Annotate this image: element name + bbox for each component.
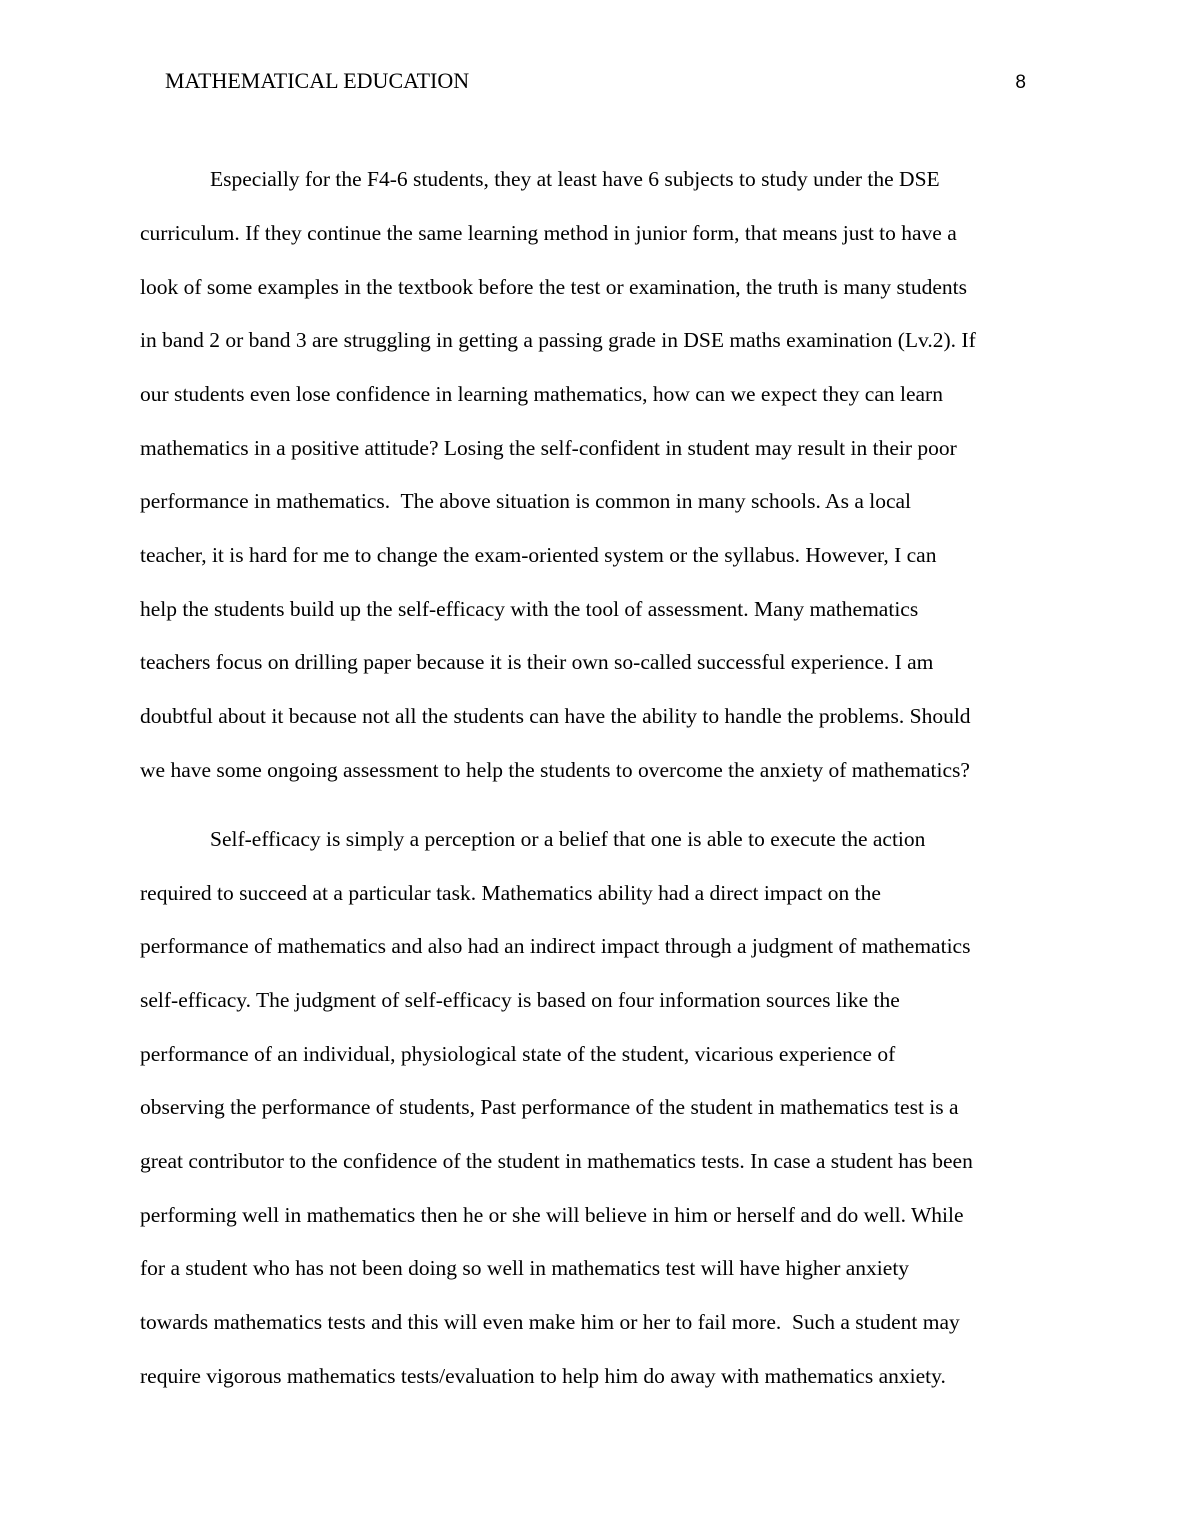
paragraph-line: great contributor to the confidence of the student in mathematics tests. In case a student has been bbox=[140, 1149, 973, 1173]
paragraph-line: Especially for the F4-6 students, they at least have 6 subjects to study under the DSE bbox=[210, 167, 940, 191]
paragraph-line: self-efficacy. The judgment of self-efficacy is based on four information sources like the bbox=[140, 988, 900, 1012]
paragraph-line: look of some examples in the textbook before the test or examination, the truth is many students bbox=[140, 275, 967, 299]
paragraph-line: teachers focus on drilling paper because it is their own so-called successful experience. I am bbox=[140, 650, 934, 674]
paragraph-line: for a student who has not been doing so well in mathematics test will have higher anxiety bbox=[140, 1256, 910, 1280]
paragraph-line: we have some ongoing assessment to help the students to overcome the anxiety of mathematics? bbox=[140, 758, 970, 782]
page-number: 8 bbox=[1015, 72, 1026, 93]
paragraph-line: performing well in mathematics then he or she will believe in him or herself and do well. While bbox=[140, 1203, 964, 1227]
paragraph-line: teacher, it is hard for me to change the exam-oriented system or the syllabus. However, I can bbox=[140, 543, 937, 567]
paragraph-line: our students even lose confidence in learning mathematics, how can we expect they can learn bbox=[140, 382, 943, 406]
paragraph-line: doubtful about it because not all the students can have the ability to handle the problems. Should bbox=[140, 704, 971, 728]
paragraph-line: require vigorous mathematics tests/evaluation to help him do away with mathematics anxiety. bbox=[140, 1364, 946, 1388]
running-head: MATHEMATICAL EDUCATION bbox=[165, 68, 470, 93]
paragraph-line: mathematics in a positive attitude? Losing the self-confident in student may result in their poor bbox=[140, 436, 957, 460]
paragraph-line: performance in mathematics. The above situation is common in many schools. As a local bbox=[140, 489, 912, 513]
paragraph-line: performance of an individual, physiological state of the student, vicarious experience of bbox=[140, 1042, 896, 1066]
paragraph-line: observing the performance of students, Past performance of the student in mathematics test is a bbox=[140, 1095, 959, 1119]
paragraph-line: towards mathematics tests and this will even make him or her to fail more. Such a student may bbox=[140, 1310, 960, 1334]
paragraph-line: curriculum. If they continue the same learning method in junior form, that means just to have a bbox=[140, 221, 957, 245]
paragraph-line: Self-efficacy is simply a perception or a belief that one is able to execute the action bbox=[210, 827, 926, 851]
paragraph-line: required to succeed at a particular task. Mathematics ability had a direct impact on the bbox=[140, 881, 881, 905]
paragraph-line: in band 2 or band 3 are struggling in getting a passing grade in DSE maths examination (Lv.2). If bbox=[140, 328, 976, 352]
paragraph-line: help the students build up the self-efficacy with the tool of assessment. Many mathematics bbox=[140, 597, 919, 621]
paragraph-line: performance of mathematics and also had an indirect impact through a judgment of mathematics bbox=[140, 934, 971, 958]
